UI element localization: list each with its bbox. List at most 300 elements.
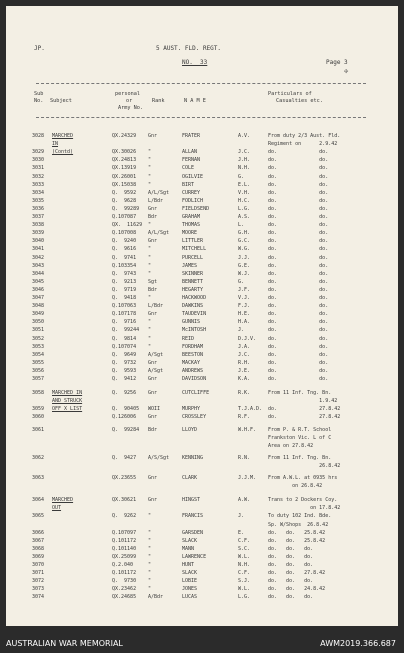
cell-rank: " bbox=[148, 181, 152, 188]
cell-name: BENNETT bbox=[182, 278, 204, 285]
table-row bbox=[6, 319, 398, 325]
cell-name: FRATER bbox=[182, 133, 201, 139]
cell-name: ANDREWS bbox=[182, 367, 204, 374]
cell-name: FRANCIS bbox=[182, 513, 204, 520]
table-row bbox=[6, 538, 398, 544]
cell-rank: " bbox=[148, 165, 152, 172]
cell-name: GARSDEN bbox=[182, 529, 204, 536]
cell-init: H.E. bbox=[238, 311, 251, 318]
cell-rank: Bdr bbox=[148, 214, 158, 220]
cell-init: L. bbox=[238, 222, 245, 229]
table-row bbox=[6, 376, 398, 382]
cell-rank: A/L/Sgt bbox=[148, 189, 170, 196]
cell-part: do. do. do. bbox=[268, 578, 314, 585]
cell-init: N.H. bbox=[238, 562, 251, 568]
cell-army: Q. 9732 bbox=[112, 359, 137, 366]
cell-rank: " bbox=[148, 173, 152, 180]
cell-init: F.J. bbox=[238, 303, 251, 310]
table-row bbox=[6, 406, 398, 412]
cell-rank: " bbox=[148, 513, 152, 520]
cell-no: 3048 bbox=[32, 303, 45, 310]
table-row bbox=[6, 336, 398, 342]
cell-name: FORDHAM bbox=[182, 343, 204, 350]
cell-part: To duty 102 Ind. Bde. bbox=[268, 513, 332, 520]
table-row bbox=[6, 157, 398, 163]
cell-rank: " bbox=[148, 545, 152, 552]
cell-name: GRAHAM bbox=[182, 214, 201, 220]
cell-name: JAMES bbox=[182, 262, 198, 269]
col-casualties: Casualties etc. bbox=[276, 98, 323, 104]
cell-part: do. do. bbox=[268, 149, 329, 156]
cell-name: OGILVIE bbox=[182, 173, 204, 180]
cell-part: do. do. bbox=[268, 303, 329, 310]
cell-init: R.F. bbox=[238, 414, 251, 421]
cell-init: R.K. bbox=[238, 390, 251, 397]
cell-army: QX.23655 bbox=[112, 475, 137, 481]
cell-init: K.A. bbox=[238, 376, 251, 382]
cell-name: DAVIDSON bbox=[182, 376, 207, 382]
cell-init: S.J. bbox=[238, 578, 251, 585]
cell-no: 3058 bbox=[32, 390, 45, 397]
cell-rank: " bbox=[148, 586, 152, 593]
cell-init: J.C. bbox=[238, 149, 251, 156]
cell-army: Q. 9240 bbox=[112, 238, 137, 245]
cell-army: Q. 9814 bbox=[112, 335, 137, 342]
table-row bbox=[6, 497, 398, 503]
cell-init: H.C. bbox=[238, 197, 251, 204]
cell-init: W.H.F. bbox=[238, 426, 257, 433]
cell-init: S.C. bbox=[238, 545, 251, 552]
cell-part: do. do. bbox=[268, 327, 329, 334]
table-row bbox=[6, 435, 398, 441]
cell-name: REID bbox=[182, 335, 195, 342]
cell-init: W.L. bbox=[238, 586, 251, 593]
cell-rank: " bbox=[148, 335, 152, 342]
cell-army: Q.101172 bbox=[112, 570, 137, 577]
cell-name: BEESTON bbox=[182, 351, 204, 358]
cell-rank: " bbox=[148, 149, 152, 156]
cell-part: do. do. bbox=[268, 205, 329, 212]
cell-part: From A.W.L. at 0935 hrs bbox=[268, 475, 338, 481]
table-row bbox=[6, 390, 398, 396]
cell-army: QX.30621 bbox=[112, 497, 137, 504]
cell-rank: L/Bdr bbox=[148, 303, 164, 310]
cell-init: J. bbox=[238, 513, 245, 520]
cell-army: Q.103354 bbox=[112, 262, 137, 269]
cell-army: Q.107008 bbox=[112, 230, 137, 237]
cell-army: Q.107074 bbox=[112, 343, 137, 350]
cell-army: Q. 9256 bbox=[112, 390, 137, 397]
cell-part: From 11 Inf. Tng. Bn. bbox=[268, 390, 332, 397]
cell-part: do. do. do. bbox=[268, 562, 314, 568]
cell-init: J.J.M. bbox=[238, 475, 257, 481]
cell-name: MACKAY bbox=[182, 359, 201, 366]
table-row bbox=[6, 214, 398, 220]
header-rule-top bbox=[36, 83, 366, 84]
document-code: JP. bbox=[34, 45, 45, 52]
cell-subject: MARCHED bbox=[52, 133, 74, 139]
table-row bbox=[6, 522, 398, 528]
cell-name: BIRT bbox=[182, 181, 195, 188]
cell-army: Q.107178 bbox=[112, 311, 137, 318]
cell-rank: " bbox=[148, 295, 152, 301]
cell-part: 26.8.42 bbox=[268, 462, 341, 469]
cell-no: 3055 bbox=[32, 359, 45, 366]
cell-name: LITTLER bbox=[182, 238, 204, 245]
cell-name: LLOYD bbox=[182, 426, 198, 433]
cell-rank: " bbox=[148, 254, 152, 261]
cell-rank: " bbox=[148, 553, 152, 560]
cell-no: 3028 bbox=[32, 133, 45, 139]
cell-no: 3064 bbox=[32, 497, 45, 504]
cell-name: LAWRENCE bbox=[182, 553, 207, 560]
cell-name: HACKWOOD bbox=[182, 295, 207, 301]
table-row bbox=[6, 398, 398, 404]
cell-part: Area on 27.8.42 bbox=[268, 442, 314, 449]
cell-rank: Gnr bbox=[148, 475, 158, 481]
cell-no: 3060 bbox=[32, 414, 45, 421]
cell-part: do. do. bbox=[268, 189, 329, 196]
cell-rank: A/L/Sgt bbox=[148, 230, 170, 237]
cell-part: do. do. bbox=[268, 262, 329, 269]
cell-no: 3061 bbox=[32, 426, 45, 433]
cell-part: do. do. bbox=[268, 157, 329, 164]
cell-init: V.J. bbox=[238, 295, 251, 301]
cell-init: G. bbox=[238, 278, 245, 285]
cell-no: 3067 bbox=[32, 537, 45, 544]
cell-rank: Gnr bbox=[148, 376, 158, 382]
cell-part: do. do. bbox=[268, 246, 329, 253]
col-particulars: Particulars of bbox=[268, 91, 312, 97]
cell-part: do. do. bbox=[268, 278, 329, 285]
cell-rank: L/Bdr bbox=[148, 197, 164, 204]
order-number: NO. 33 bbox=[182, 59, 208, 66]
cell-no: 3037 bbox=[32, 214, 45, 220]
cell-army: Q.107097 bbox=[112, 529, 137, 536]
cell-army: Q.101140 bbox=[112, 545, 137, 552]
cell-rank: A/Sgt bbox=[148, 367, 164, 374]
cell-army: Q. 9418 bbox=[112, 295, 137, 301]
cell-army: Q. 9741 bbox=[112, 254, 137, 261]
cell-no: 3059 bbox=[32, 406, 45, 413]
cell-army: Q. 9649 bbox=[112, 351, 137, 358]
cell-part: do. do. bbox=[268, 181, 329, 188]
table-row bbox=[6, 414, 398, 420]
table-row bbox=[6, 141, 398, 147]
cell-part: 1.9.42 bbox=[268, 398, 338, 405]
table-row bbox=[6, 530, 398, 536]
cell-init: R.N. bbox=[238, 454, 251, 461]
cell-army: QX.26001 bbox=[112, 173, 137, 180]
cell-part: do. 27.8.42 bbox=[268, 414, 341, 421]
table-row bbox=[6, 133, 398, 139]
cell-name: LOBIE bbox=[182, 578, 198, 585]
cell-name: THOMAS bbox=[182, 222, 201, 229]
cell-no: 3049 bbox=[32, 311, 45, 318]
cell-init: R.H. bbox=[238, 359, 251, 366]
table-row bbox=[6, 222, 398, 228]
cell-name: FIELDSEND bbox=[182, 205, 210, 212]
cell-subject: AND STRUCK bbox=[52, 398, 83, 405]
table-row bbox=[6, 238, 398, 244]
table-row bbox=[6, 443, 398, 449]
cell-army: Q. 9427 bbox=[112, 454, 137, 461]
cell-no: 3053 bbox=[32, 343, 45, 350]
cell-name: FERNAN bbox=[182, 157, 201, 164]
cell-part: do. do. bbox=[268, 351, 329, 358]
cell-no: 3035 bbox=[32, 197, 45, 204]
table-row bbox=[6, 311, 398, 317]
cell-rank: " bbox=[148, 222, 152, 229]
cell-rank: Gnr bbox=[148, 359, 158, 366]
cell-no: 3069 bbox=[32, 553, 45, 560]
cell-army: QX.23462 bbox=[112, 586, 137, 593]
cell-part: Regiment on 2.9.42 bbox=[268, 141, 338, 148]
cell-name: GUNNIS bbox=[182, 319, 201, 326]
cell-init: J.C. bbox=[238, 351, 251, 358]
cell-no: 3032 bbox=[32, 173, 45, 180]
cell-init: W.G. bbox=[238, 246, 251, 253]
cell-army: QX.15038 bbox=[112, 181, 137, 188]
cell-init: C.F. bbox=[238, 537, 251, 544]
cell-part: From duty 2/3 Aust. Fld. bbox=[268, 133, 341, 139]
cell-rank: " bbox=[148, 319, 152, 326]
cell-part: Frankston Vic. L of C bbox=[268, 434, 332, 441]
cell-rank: Gnr bbox=[148, 311, 158, 318]
cell-rank: Bdr bbox=[148, 426, 158, 433]
cell-init: J.H. bbox=[238, 157, 251, 164]
cell-part: do. do. bbox=[268, 335, 329, 342]
cell-rank: " bbox=[148, 262, 152, 269]
cell-name: HUNT bbox=[182, 562, 195, 568]
cell-no: 3056 bbox=[32, 367, 45, 374]
cell-part: do. 27.8.42 bbox=[268, 406, 341, 413]
cell-init: G.H. bbox=[238, 230, 251, 237]
cell-rank: " bbox=[148, 537, 152, 544]
cell-part: do. do. do. bbox=[268, 594, 314, 601]
cell-no: 3036 bbox=[32, 205, 45, 212]
cell-army: Q. 9412 bbox=[112, 376, 137, 382]
table-row bbox=[6, 246, 398, 252]
cell-no: 3038 bbox=[32, 222, 45, 229]
cell-rank: Gnr bbox=[148, 133, 158, 139]
cell-no: 3047 bbox=[32, 295, 45, 301]
table-row bbox=[6, 360, 398, 366]
cell-name: PURCELL bbox=[182, 254, 204, 261]
cell-army: QX.13919 bbox=[112, 165, 137, 172]
cell-subject: IN bbox=[52, 141, 59, 148]
table-row bbox=[6, 271, 398, 277]
cell-init: J.F. bbox=[238, 286, 251, 293]
cell-no: 3062 bbox=[32, 454, 45, 461]
cell-no: 3040 bbox=[32, 238, 45, 245]
cell-rank: WOII bbox=[148, 406, 161, 413]
cell-part: do. do. bbox=[268, 222, 329, 229]
cell-army: Q.107063 bbox=[112, 303, 137, 310]
cell-name: COLE bbox=[182, 165, 195, 172]
cell-no: 3063 bbox=[32, 475, 45, 481]
cell-part: do. do. bbox=[268, 254, 329, 261]
cell-army: Q. 99289 bbox=[112, 205, 140, 212]
cell-army: Q. 9593 bbox=[112, 367, 137, 374]
cell-rank: Gnr bbox=[148, 205, 158, 212]
cell-army: Q. 9730 bbox=[112, 578, 137, 585]
cell-army: Q. 90405 bbox=[112, 406, 140, 413]
cell-part: do. do. bbox=[268, 319, 329, 326]
cell-init: D.J.V. bbox=[238, 335, 257, 342]
table-row bbox=[6, 174, 398, 180]
cell-part: do. do. bbox=[268, 197, 329, 204]
cell-part: do. do. bbox=[268, 295, 329, 301]
col-or: or bbox=[126, 98, 133, 104]
cell-no: 3073 bbox=[32, 586, 45, 593]
cell-rank: A/Sgt bbox=[148, 351, 164, 358]
cell-init: N.H. bbox=[238, 165, 251, 172]
table-row bbox=[6, 327, 398, 333]
cell-no: 3057 bbox=[32, 376, 45, 382]
cell-init: A.V. bbox=[238, 133, 251, 139]
cell-no: 3074 bbox=[32, 594, 45, 601]
footer bbox=[0, 634, 404, 653]
cell-rank: " bbox=[148, 578, 152, 585]
footer-source: AUSTRALIAN WAR MEMORIAL bbox=[6, 639, 123, 648]
col-sub: Sub bbox=[34, 91, 44, 97]
cell-subject: MARCHED bbox=[52, 497, 74, 504]
cell-name: CROSSLEY bbox=[182, 414, 207, 421]
cell-no: 3068 bbox=[32, 545, 45, 552]
cell-part: do. do. bbox=[268, 367, 329, 374]
cell-name: CLARK bbox=[182, 475, 198, 481]
cell-subject: (Contd) bbox=[52, 149, 74, 156]
cell-army: Q.107087 bbox=[112, 214, 137, 220]
cell-no: 3054 bbox=[32, 351, 45, 358]
cell-no: 3046 bbox=[32, 286, 45, 293]
cell-part: do. do. bbox=[268, 238, 329, 245]
col-army-no: Army No. bbox=[118, 105, 143, 111]
cell-subject: MARCHED IN bbox=[52, 390, 83, 397]
table-row bbox=[6, 190, 398, 196]
cell-name: FODLICH bbox=[182, 197, 204, 204]
annotation-mark: ✢ bbox=[344, 67, 349, 75]
cell-init: J. bbox=[238, 327, 245, 334]
cell-no: 3070 bbox=[32, 562, 45, 568]
table-row bbox=[6, 255, 398, 261]
table-row bbox=[6, 427, 398, 433]
cell-part: do. do. bbox=[268, 343, 329, 350]
cell-init: V.H. bbox=[238, 189, 251, 196]
document-page bbox=[6, 6, 398, 626]
cell-part: do. do. bbox=[268, 230, 329, 237]
cell-name: CUTCLIFFE bbox=[182, 390, 210, 397]
cell-name: SKINNER bbox=[182, 270, 204, 277]
cell-army: Q. 9592 bbox=[112, 189, 137, 196]
table-row bbox=[6, 475, 398, 481]
cell-no: 3031 bbox=[32, 165, 45, 172]
col-name: N A M E bbox=[184, 98, 206, 104]
cell-army: Q. 9743 bbox=[112, 270, 137, 277]
cell-army: QX. 11629 bbox=[112, 222, 143, 229]
cell-no: 3050 bbox=[32, 319, 45, 326]
cell-rank: A/S/Sgt bbox=[148, 454, 170, 461]
table-row bbox=[6, 198, 398, 204]
cell-name: TAUDEVIN bbox=[182, 311, 207, 318]
table-row bbox=[6, 513, 398, 519]
cell-part: on 17.8.42 bbox=[268, 505, 341, 512]
cell-no: 3034 bbox=[32, 189, 45, 196]
col-personal: personal bbox=[115, 91, 140, 97]
cell-init: T.J.A.D. bbox=[238, 406, 263, 413]
cell-part: From 11 Inf. Tng. Bn. bbox=[268, 454, 332, 461]
cell-rank: Gnr bbox=[148, 390, 158, 397]
table-row bbox=[6, 483, 398, 489]
cell-init: H.A. bbox=[238, 319, 251, 326]
cell-army: QX.24685 bbox=[112, 594, 137, 601]
cell-rank: Gnr bbox=[148, 497, 158, 504]
cell-part: do. do. bbox=[268, 311, 329, 318]
cell-no: 3052 bbox=[32, 335, 45, 342]
table-row bbox=[6, 344, 398, 350]
cell-init: J.A. bbox=[238, 343, 251, 350]
cell-part: do. do. do. bbox=[268, 545, 314, 552]
cell-part: do. do. bbox=[268, 359, 329, 366]
table-row bbox=[6, 554, 398, 560]
cell-no: 3033 bbox=[32, 181, 45, 188]
cell-army: Q. 99284 bbox=[112, 426, 140, 433]
cell-no: 3042 bbox=[32, 254, 45, 261]
cell-name: MURPHY bbox=[182, 406, 201, 413]
cell-init: A.W. bbox=[238, 497, 251, 504]
cell-init: E. bbox=[238, 529, 245, 536]
cell-rank: " bbox=[148, 343, 152, 350]
cell-no: 3071 bbox=[32, 570, 45, 577]
cell-army: Q. 9213 bbox=[112, 278, 137, 285]
table-row bbox=[6, 303, 398, 309]
cell-no: 3051 bbox=[32, 327, 45, 334]
table-row bbox=[6, 206, 398, 212]
cell-name: HEGARTY bbox=[182, 286, 204, 293]
cell-init: C.F. bbox=[238, 570, 251, 577]
cell-rank: A/Bdr bbox=[148, 594, 164, 601]
cell-init: W.J. bbox=[238, 270, 251, 277]
table-row bbox=[6, 230, 398, 236]
cell-rank: " bbox=[148, 270, 152, 277]
cell-army: QX.30026 bbox=[112, 149, 137, 156]
cell-army: Q. 9716 bbox=[112, 319, 137, 326]
cell-part: do. do. bbox=[268, 286, 329, 293]
cell-part: do. do. do. bbox=[268, 553, 314, 560]
cell-rank: " bbox=[148, 562, 152, 568]
table-row bbox=[6, 455, 398, 461]
table-row bbox=[6, 165, 398, 171]
cell-army: Q. 9719 bbox=[112, 286, 137, 293]
cell-name: SLACK bbox=[182, 537, 198, 544]
table-row bbox=[6, 505, 398, 511]
cell-rank: Bdr bbox=[148, 286, 158, 293]
cell-part: do. do. 27.8.42 bbox=[268, 570, 326, 577]
cell-army: QX.25099 bbox=[112, 553, 137, 560]
table-row bbox=[6, 463, 398, 469]
cell-no: 3029 bbox=[32, 149, 45, 156]
cell-part: do. do. 24.8.42 bbox=[268, 586, 326, 593]
table-row bbox=[6, 279, 398, 285]
table-row bbox=[6, 352, 398, 358]
cell-part: do. do. bbox=[268, 165, 329, 172]
table-row bbox=[6, 546, 398, 552]
cell-army: Q. 9628 bbox=[112, 197, 137, 204]
page-number: Page 3 bbox=[326, 59, 348, 66]
cell-name: ALLAN bbox=[182, 149, 198, 156]
cell-name: JONES bbox=[182, 586, 198, 593]
